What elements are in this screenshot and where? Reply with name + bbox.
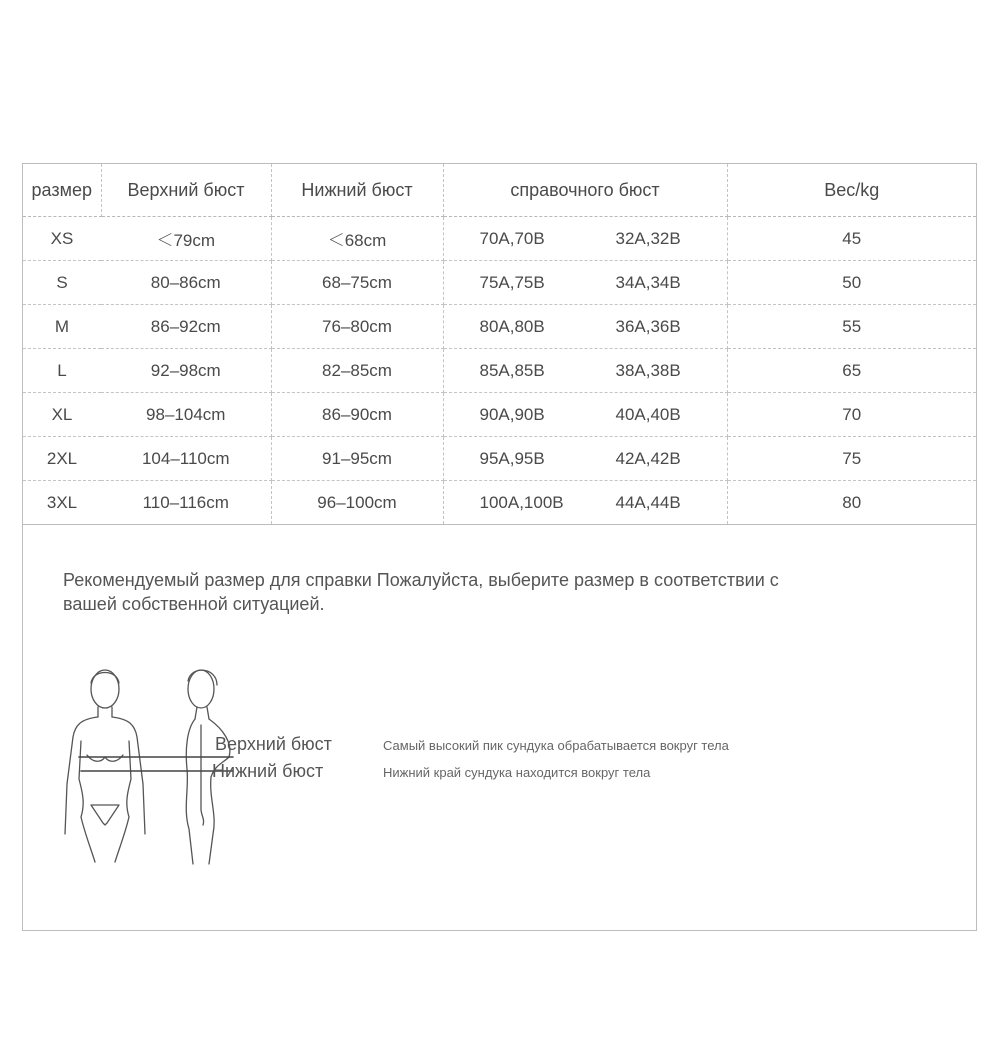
table-row (23, 261, 976, 305)
ref-size-us: 34A,34B (615, 272, 681, 292)
ref-size-eu: 85A,85B (479, 360, 545, 380)
cell-size: 2XL (23, 437, 101, 481)
ref-size-us: 38A,38B (615, 360, 681, 380)
cell-weight: 75 (727, 437, 976, 481)
ref-size-us: 42A,42B (615, 448, 681, 468)
cell-size: 3XL (23, 481, 101, 525)
header-weight: Вес/kg (727, 164, 976, 217)
cell-upper-bust: 80–86cm (101, 261, 271, 305)
header-upper-bust: Верхний бюст (101, 164, 271, 217)
cell-size: XS (23, 217, 101, 261)
recommendation-note (63, 568, 943, 616)
cell-lower-bust: 68–75cm (271, 261, 443, 305)
size-table (23, 164, 976, 525)
cell-lower-bust: 86–90cm (271, 393, 443, 437)
ref-size-eu: 95A,95B (479, 448, 545, 468)
cell-reference-bust (443, 261, 727, 305)
table-row (23, 437, 976, 481)
cell-size: XL (23, 393, 101, 437)
upper-bust-description: Самый высокий пик сундука обрабатывается вокруг тела (383, 738, 729, 753)
recommendation-line-2: вашей собственной ситуацией. (63, 594, 325, 614)
lower-bust-description: Нижний край сундука находится вокруг тела (383, 765, 651, 780)
ref-size-eu: 80A,80B (479, 316, 545, 336)
cell-weight: 50 (727, 261, 976, 305)
cell-weight: 65 (727, 349, 976, 393)
cell-upper-bust: 92–98cm (101, 349, 271, 393)
cell-lower-bust: 91–95cm (271, 437, 443, 481)
ref-size-us: 44A,44B (615, 492, 681, 512)
header-lower-bust: Нижний бюст (271, 164, 443, 217)
table-row (23, 217, 976, 261)
header-size: размер (23, 164, 101, 217)
cell-upper-bust: 110–116cm (101, 481, 271, 525)
table-row (23, 393, 976, 437)
table-row (23, 481, 976, 525)
cell-weight: 55 (727, 305, 976, 349)
cell-reference-bust (443, 393, 727, 437)
ref-size-us: 36A,36B (615, 316, 681, 336)
cell-weight: 70 (727, 393, 976, 437)
cell-lower-bust: 82–85cm (271, 349, 443, 393)
cell-reference-bust (443, 305, 727, 349)
ref-size-eu: 70A,70B (479, 228, 545, 248)
ref-size-eu: 90A,90B (479, 404, 545, 424)
front-figure (65, 670, 145, 862)
ref-size-us: 40A,40B (615, 404, 681, 424)
cell-reference-bust (443, 437, 727, 481)
ref-size-us: 32A,32B (615, 228, 681, 248)
cell-upper-bust: 104–110cm (101, 437, 271, 481)
table-header-row (23, 164, 976, 217)
cell-reference-bust (443, 349, 727, 393)
table-row (23, 349, 976, 393)
ref-size-eu: 75A,75B (479, 272, 545, 292)
cell-size: S (23, 261, 101, 305)
cell-weight: 80 (727, 481, 976, 525)
cell-weight: 45 (727, 217, 976, 261)
upper-bust-label: Верхний бюст (215, 734, 332, 754)
cell-upper-bust: 98–104cm (101, 393, 271, 437)
size-chart-frame (22, 163, 977, 931)
cell-reference-bust (443, 217, 727, 261)
table-row (23, 305, 976, 349)
cell-upper-bust: ＜79cm (101, 217, 271, 261)
cell-lower-bust: 96–100cm (271, 481, 443, 525)
cell-lower-bust: 76–80cm (271, 305, 443, 349)
lower-bust-label: Нижний бюст (212, 761, 324, 781)
header-reference-bust: справочного бюст (443, 164, 727, 217)
cell-upper-bust: 86–92cm (101, 305, 271, 349)
cell-lower-bust: ＜68cm (271, 217, 443, 261)
cell-size: L (23, 349, 101, 393)
ref-size-eu: 100A,100B (479, 492, 564, 512)
recommendation-line-1: Рекомендуемый размер для справки Пожалуйста, выберите размер в соответствии с (63, 570, 779, 590)
cell-size: M (23, 305, 101, 349)
cell-reference-bust (443, 481, 727, 525)
